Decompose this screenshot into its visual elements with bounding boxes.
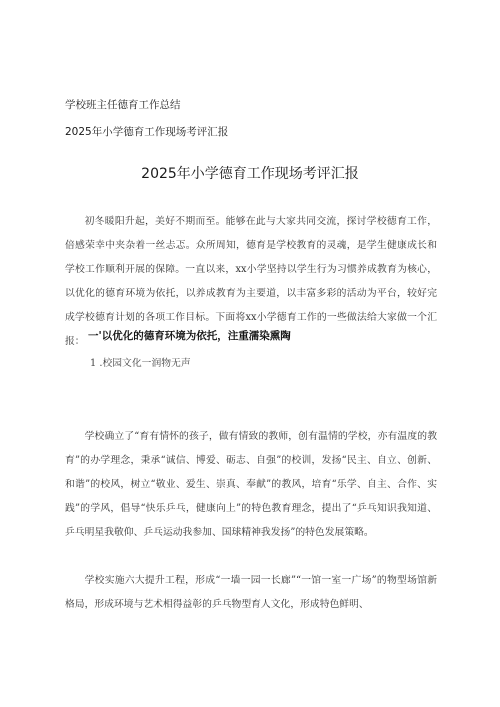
body-paragraph-2: 学校确立了“育有情怀的孩子，做有情致的教师，创有温情的学校，亦有温度的教育”的办学理念，秉承“诚信、博爱、砺志、自强”的校训，发扬“民主、自立、创新、和谐”的校风，树立“敬业、爱生、崇真、奉献”的教风，培育“乐学、自主、合作、实践”的学风，倡导“快乐乒乓，健康向上”的特色教育理念，提出了“乒乓知识我知道、乒乓明星我敬仰、乒乓运动我参加、国球精神我发扬”的特色发展策略。 bbox=[65, 431, 437, 538]
document-header-line-1: 学校班主任德育工作总结 bbox=[65, 99, 181, 111]
document-header-line-2: 2025年小学德育工作现场考评汇报 bbox=[65, 126, 229, 138]
document-title: 2025年小学德育工作现场考评汇报 bbox=[141, 166, 359, 182]
body-paragraph-3: 学校实施六大提升工程，形成“一墙一园一长廊”“一馆一室一广场”的物型场馆新格局，形成环境与艺术相得益彰的乒乓物型育人文化，形成特色鲜明、 bbox=[65, 575, 437, 610]
subsection-heading-1: 1 .校园文化一润物无声 bbox=[90, 358, 191, 369]
section-heading-1: 一'以优化的德育环境为依托，注重濡染熏陶 bbox=[88, 330, 291, 342]
intro-paragraph: 初冬暖阳升起，美好不期而至。能够在此与大家共同交流，探讨学校德育工作，倍感荣幸中夹杂着一丝忐忑。众所周知，德育是学校教育的灵魂，是学生健康成长和学校工作顺利开展的保障。一直以来，xx小学坚持以学生行为习惯养成教育为核心，以优化的德育环境为依托，以养成教育为主要道，以丰富多彩的活动为平台，较好完成学校德育计划的各项工作目标。下面将xx小学德育工作的一些做法给大家做一个汇报： bbox=[65, 216, 437, 347]
